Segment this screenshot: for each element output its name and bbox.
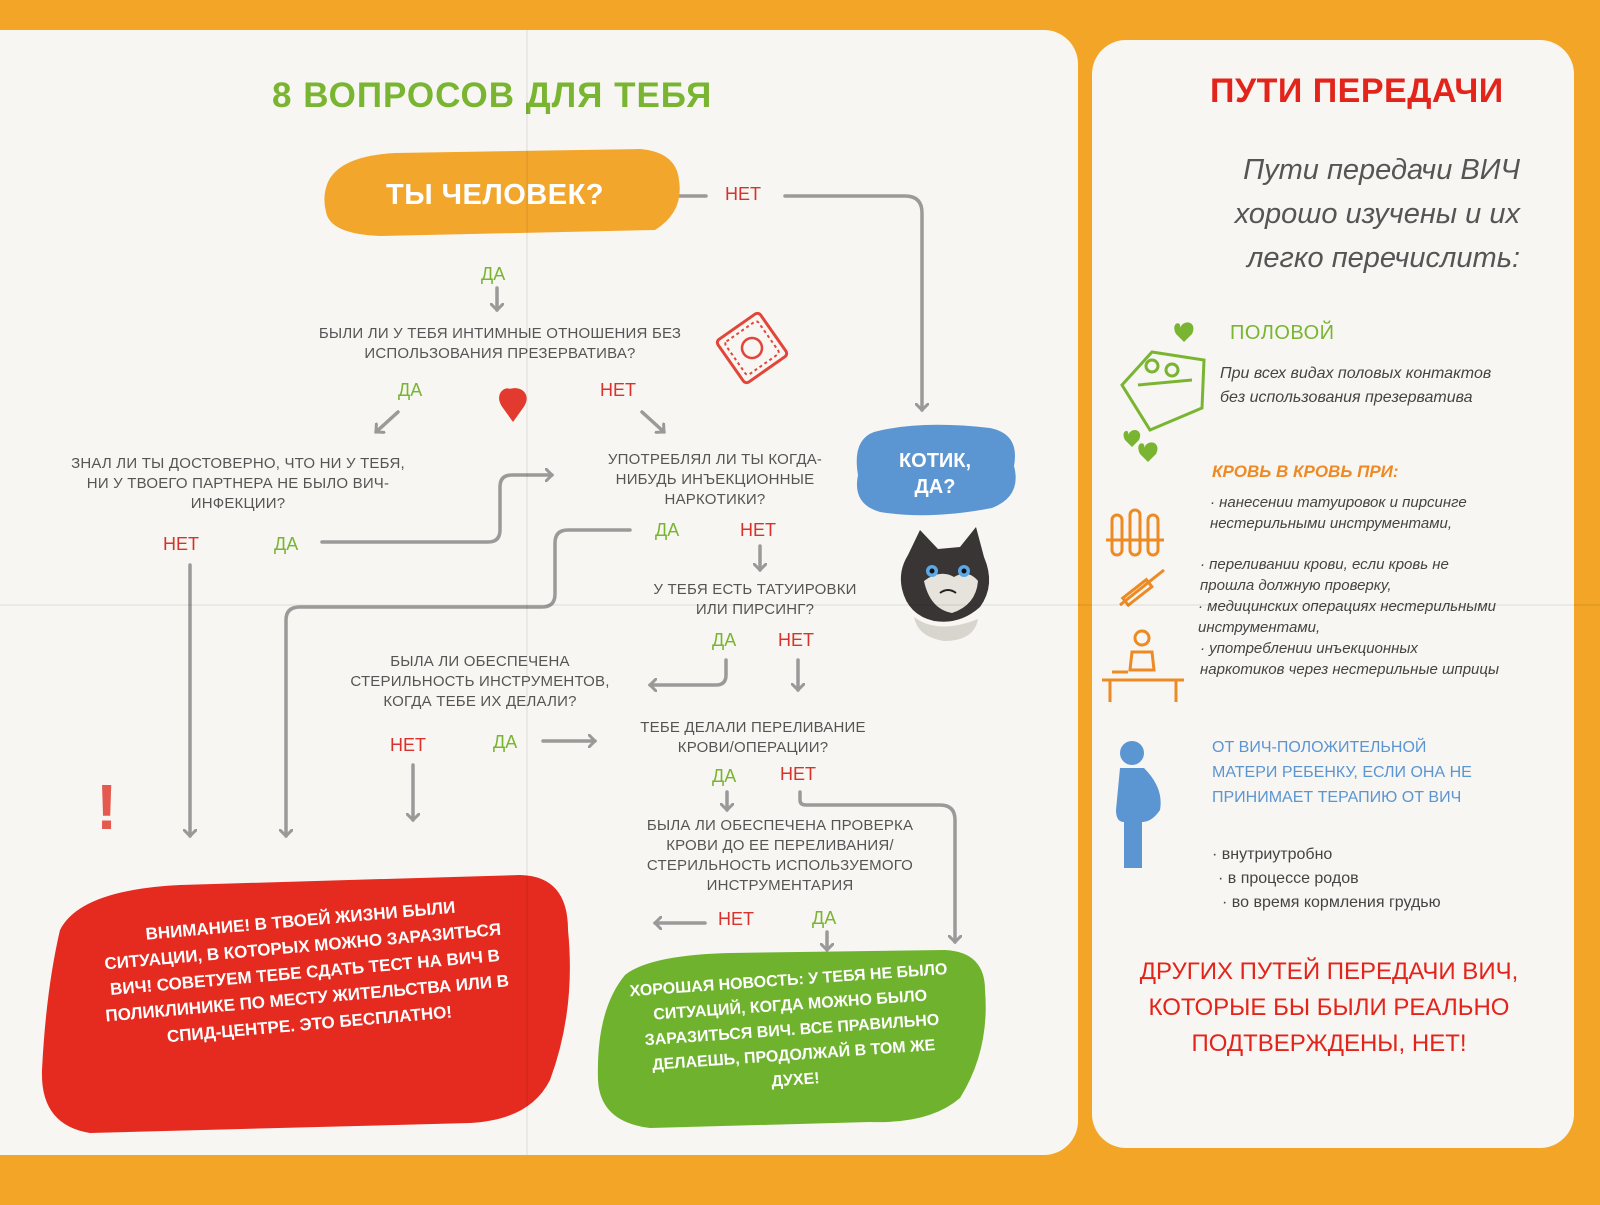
q4-yes-label: ДА [655, 520, 680, 540]
q1-no-label: НЕТ [725, 184, 761, 204]
condom-icon [716, 312, 788, 384]
q2-question: БЫЛИ ЛИ У ТЕБЯ ИНТИМНЫЕ ОТНОШЕНИЯ БЕЗ ИСПОЛЬЗОВАНИЯ ПРЕЗЕРВАТИВА? [318, 325, 682, 362]
q3-yes-label: ДА [274, 534, 299, 554]
pregnant-woman-icon [1116, 741, 1161, 868]
q8-question: БЫЛА ЛИ ОБЕСПЕЧЕНА ПРОВЕРКА КРОВИ ДО ЕЕ ПЕРЕЛИВАНИЯ/ СТЕРИЛЬНОСТЬ ИСПОЛЬЗУЕМОГО ИНСТРУМЕНТАРИЯ [646, 817, 914, 894]
sexual-text: При всех видах половых контактов без использования презерватива [1220, 365, 1492, 406]
operation-icon [1102, 631, 1184, 702]
blood-item-4: · употреблении инъекционных наркотиков через нестерильные шприцы [1200, 640, 1499, 678]
sexual-heading: ПОЛОВОЙ [1230, 322, 1335, 344]
q3-no-label: НЕТ [163, 534, 199, 554]
green-heart-icon [1174, 322, 1193, 342]
q5-no-label: НЕТ [778, 630, 814, 650]
q7-question: ТЕБЕ ДЕЛАЛИ ПЕРЕЛИВАНИЕ КРОВИ/ОПЕРАЦИИ? [640, 719, 866, 756]
q5-yes-label: ДА [712, 630, 737, 650]
mother-heading: ОТ ВИЧ-ПОЛОЖИТЕЛЬНОЙ МАТЕРИ РЕБЕНКУ, ЕСЛИ ОНА НЕ ПРИНИМАЕТ ТЕРАПИЮ ОТ ВИЧ [1212, 739, 1472, 806]
q8-no-label: НЕТ [718, 909, 754, 929]
good-news-result: ХОРОШАЯ НОВОСТЬ: У ТЕБЯ НЕ БЫЛО СИТУАЦИЙ, КОГДА МОЖНО БЫЛО ЗАРАЗИТЬСЯ ВИЧ. ВСЕ ПРАВИЛЬНО ДЕЛАЕШЬ, ПРОДОЛЖАЙ В ТОМ ЖЕ ДУХЕ! [629, 961, 948, 1091]
q8-yes-label: ДА [812, 908, 837, 928]
q4-no-label: НЕТ [740, 520, 776, 540]
q4-question: УПОТРЕБЛЯЛ ЛИ ТЫ КОГДА-НИБУДЬ ИНЪЕКЦИОННЫЕ НАРКОТИКИ? [607, 451, 823, 508]
syringe-icon [1120, 570, 1164, 605]
fold-line-vertical [526, 30, 528, 1155]
mother-item-3: · во время кормления грудью [1222, 894, 1441, 911]
mother-item-1: · внутриутробно [1212, 846, 1333, 863]
q5-question: У ТЕБЯ ЕСТЬ ТАТУИРОВКИ ИЛИ ПИРСИНГ? [653, 581, 857, 618]
q3-question: ЗНАЛ ЛИ ТЫ ДОСТОВЕРНО, ЧТО НИ У ТЕБЯ, НИ У ТВОЕГО ПАРТНЕРА НЕ БЫЛО ВИЧ-ИНФЕКЦИИ? [71, 455, 405, 512]
heart-shape [499, 388, 527, 422]
q6-no-label: НЕТ [390, 735, 426, 755]
fold-line-horizontal [0, 604, 1600, 606]
q2-yes-label: ДА [398, 380, 423, 400]
cat-answer: КОТИК, ДА? [898, 450, 972, 498]
q7-yes-label: ДА [712, 766, 737, 786]
q1-question: ТЫ ЧЕЛОВЕК? [386, 179, 604, 211]
bed-icon [1122, 352, 1204, 430]
exclamation-icon: ! [96, 771, 118, 843]
q2-no-label: НЕТ [600, 380, 636, 400]
flowchart-title: 8 ВОПРОСОВ ДЛЯ ТЕБЯ [272, 76, 713, 115]
q7-no-label: НЕТ [780, 764, 816, 784]
mother-item-2: · в процессе родов [1218, 870, 1359, 887]
blood-item-1: · нанесении татуировок и пирсинге нестерильными инструментами, [1210, 494, 1467, 532]
blood-item-2: · переливании крови, если кровь не прошла должную проверку, [1200, 556, 1449, 594]
transmission-panel [1092, 40, 1574, 1148]
blood-heading: КРОВЬ В КРОВЬ ПРИ: [1212, 462, 1399, 481]
flowchart-panel [0, 30, 1078, 1155]
q1-yes-label: ДА [481, 264, 506, 284]
cat-icon [901, 527, 989, 641]
blood-item-3: · медицинских операциях нестерильными инструментами, [1198, 598, 1496, 636]
green-heart-small-icon [1124, 430, 1141, 447]
transmission-footer: ДРУГИХ ПУТЕЙ ПЕРЕДАЧИ ВИЧ, КОТОРЫЕ БЫ БЫЛИ РЕАЛЬНО ПОДТВЕРЖДЕНЫ, НЕТ! [1139, 958, 1519, 1057]
transmission-title: ПУТИ ПЕРЕДАЧИ [1210, 72, 1504, 110]
transmission-intro: Пути передачи ВИЧ хорошо изучены и их легко перечислить: [1234, 154, 1520, 274]
warning-result: ВНИМАНИЕ! В ТВОЕЙ ЖИЗНИ БЫЛИ СИТУАЦИИ, В КОТОРЫХ МОЖНО ЗАРАЗИТЬСЯ ВИЧ! СОВЕТУЕМ ТЕБЕ СДАТЬ ТЕСТ НА ВИЧ В ПОЛИКЛИНИКЕ ПО МЕСТУ ЖИТЕЛЬСТВА ИЛИ В СПИД-ЦЕНТРЕ. ЭТО БЕСПЛАТНО! [103, 897, 510, 1047]
q6-question: БЫЛА ЛИ ОБЕСПЕЧЕНА СТЕРИЛЬНОСТЬ ИНСТРУМЕНТОВ, КОГДА ТЕБЕ ИХ ДЕЛАЛИ? [350, 653, 610, 710]
q6-yes-label: ДА [493, 732, 518, 752]
test-tubes-icon [1106, 510, 1164, 555]
green-heart-third-icon [1138, 442, 1157, 462]
